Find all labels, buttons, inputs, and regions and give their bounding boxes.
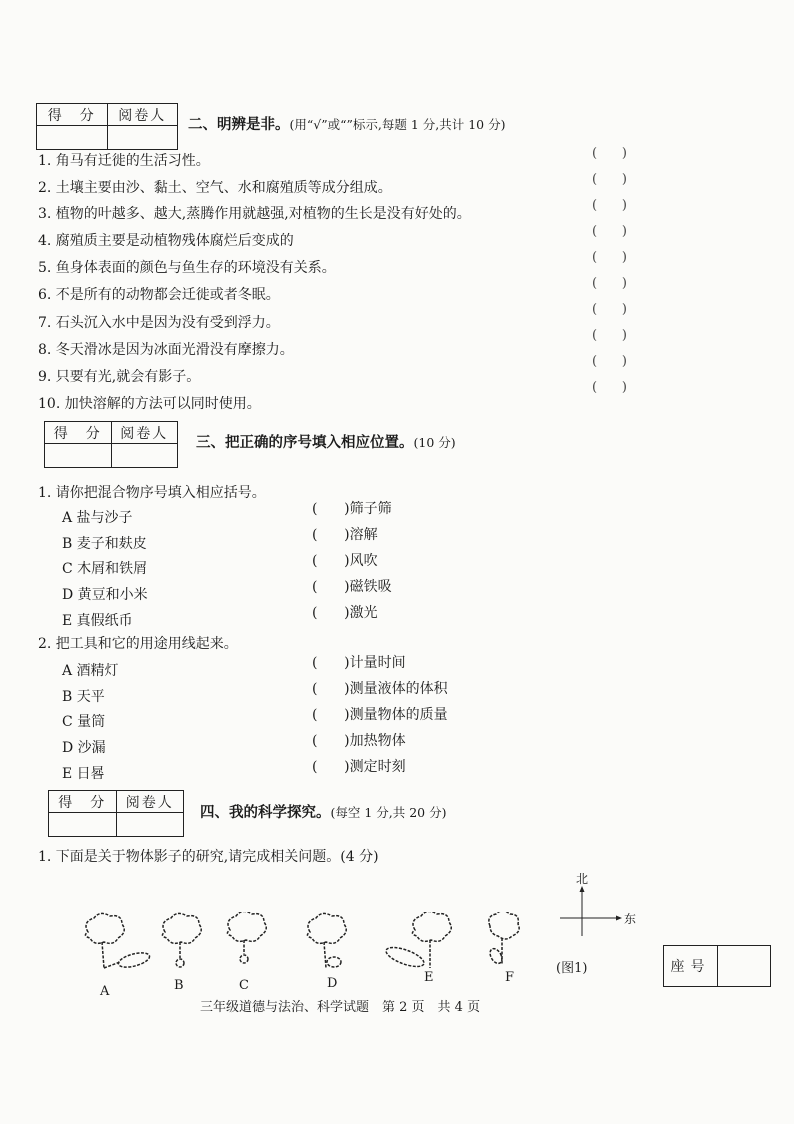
- tool-option: D 沙漏: [62, 740, 106, 756]
- seat-number-field[interactable]: [718, 946, 770, 986]
- compass-diagram: [556, 872, 646, 952]
- compass-north-label: 北: [576, 872, 589, 886]
- section4-note: (每空 1 分,共 20 分): [330, 805, 447, 820]
- tool-option: E 日晷: [62, 766, 105, 782]
- tool-use[interactable]: ( )加热物体: [312, 733, 406, 749]
- tree-shadow-figures: [70, 912, 540, 992]
- mixture-option: A 盐与沙子: [62, 510, 133, 526]
- answer-blank[interactable]: ( ): [592, 198, 627, 213]
- tf-question: 6. 不是所有的动物都会迁徙或者冬眠。: [38, 287, 280, 303]
- figure-caption: (图1): [556, 961, 588, 976]
- answer-blank[interactable]: ( ): [592, 328, 627, 343]
- tree-label-f: F: [505, 970, 515, 985]
- tool-option: B 天平: [62, 689, 105, 705]
- section2-note: (用“√”或“”标示,每题 1 分,共计 10 分): [289, 117, 506, 132]
- tool-use[interactable]: ( )测量液体的体积: [312, 681, 448, 697]
- score-header: 得 分: [37, 104, 108, 126]
- tf-question: 4. 腐殖质主要是动植物残体腐烂后变成的: [38, 233, 294, 249]
- section2-title: [188, 113, 505, 134]
- section3-heading: 三、把正确的序号填入相应位置。: [196, 435, 414, 451]
- tf-question: 10. 加快溶解的方法可以同时使用。: [38, 396, 261, 412]
- answer-blank[interactable]: ( ): [592, 276, 627, 291]
- tree-label-b: B: [174, 978, 184, 993]
- section4-heading: 四、我的科学探究。: [200, 805, 331, 821]
- section3-q2-prompt: 2. 把工具和它的用途用线起来。: [38, 636, 238, 652]
- compass-east-label: 东: [624, 912, 637, 926]
- mixture-option: E 真假纸币: [62, 613, 133, 629]
- score-header: 得 分: [49, 791, 117, 813]
- score-cell[interactable]: [45, 444, 112, 468]
- section2-heading: 二、明辨是非。: [188, 117, 290, 133]
- mixture-option: B 麦子和麸皮: [62, 536, 147, 552]
- score-cell[interactable]: [49, 813, 117, 837]
- tree-label-d: D: [327, 976, 338, 991]
- seat-number-box: [663, 945, 771, 987]
- section4-q1-prompt: 1. 下面是关于物体影子的研究,请完成相关问题。(4 分): [38, 849, 379, 865]
- score-header: 得 分: [45, 422, 112, 444]
- section4-title: [200, 801, 446, 822]
- mixture-option: C 木屑和铁屑: [62, 561, 148, 577]
- separation-method[interactable]: ( )磁铁吸: [312, 579, 392, 595]
- grader-cell[interactable]: [111, 444, 178, 468]
- tf-question: 3. 植物的叶越多、越大,蒸腾作用就越强,对植物的生长是没有好处的。: [38, 206, 471, 222]
- section3-q1-prompt: 1. 请你把混合物序号填入相应括号。: [38, 485, 266, 501]
- tf-question: 1. 角马有迁徙的生活习性。: [38, 153, 210, 169]
- tree-label-a: A: [100, 984, 110, 999]
- score-table-section3: [44, 421, 178, 468]
- grader-header: 阅卷人: [116, 791, 184, 813]
- score-table-section4: [48, 790, 184, 837]
- score-table-section2: [36, 103, 178, 150]
- tf-question: 5. 鱼身体表面的颜色与鱼生存的环境没有关系。: [38, 260, 336, 276]
- answer-blank[interactable]: ( ): [592, 172, 627, 187]
- seat-number-label: 座号: [664, 946, 718, 986]
- tree-label-c: C: [239, 978, 249, 993]
- answer-blank[interactable]: ( ): [592, 224, 627, 239]
- tool-use[interactable]: ( )测量物体的质量: [312, 707, 448, 723]
- tool-use[interactable]: ( )测定时刻: [312, 759, 406, 775]
- grader-header: 阅卷人: [107, 104, 178, 126]
- section3-title: [196, 431, 456, 452]
- answer-blank[interactable]: ( ): [592, 250, 627, 265]
- tf-question: 7. 石头沉入水中是因为没有受到浮力。: [38, 315, 280, 331]
- tf-question: 8. 冬天滑冰是因为冰面光滑没有摩擦力。: [38, 342, 294, 358]
- grader-cell[interactable]: [116, 813, 184, 837]
- answer-blank[interactable]: ( ): [592, 302, 627, 317]
- tool-use[interactable]: ( )计量时间: [312, 655, 406, 671]
- answer-blank[interactable]: ( ): [592, 146, 627, 161]
- score-cell[interactable]: [37, 126, 108, 150]
- tree-label-e: E: [424, 970, 434, 985]
- grader-header: 阅卷人: [111, 422, 178, 444]
- separation-method[interactable]: ( )筛子筛: [312, 501, 392, 517]
- page-footer: 三年级道德与法治、科学试题 第 2 页 共 4 页: [200, 1000, 481, 1015]
- tf-question: 9. 只要有光,就会有影子。: [38, 369, 201, 385]
- answer-blank[interactable]: ( ): [592, 380, 627, 395]
- tool-option: C 量筒: [62, 714, 106, 730]
- tool-option: A 酒精灯: [62, 663, 119, 679]
- answer-blank[interactable]: ( ): [592, 354, 627, 369]
- tf-question: 2. 土壤主要由沙、黏土、空气、水和腐殖质等成分组成。: [38, 180, 392, 196]
- grader-cell[interactable]: [107, 126, 178, 150]
- separation-method[interactable]: ( )溶解: [312, 527, 378, 543]
- section3-note: (10 分): [413, 435, 456, 450]
- separation-method[interactable]: ( )激光: [312, 605, 378, 621]
- mixture-option: D 黄豆和小米: [62, 587, 148, 603]
- separation-method[interactable]: ( )风吹: [312, 553, 378, 569]
